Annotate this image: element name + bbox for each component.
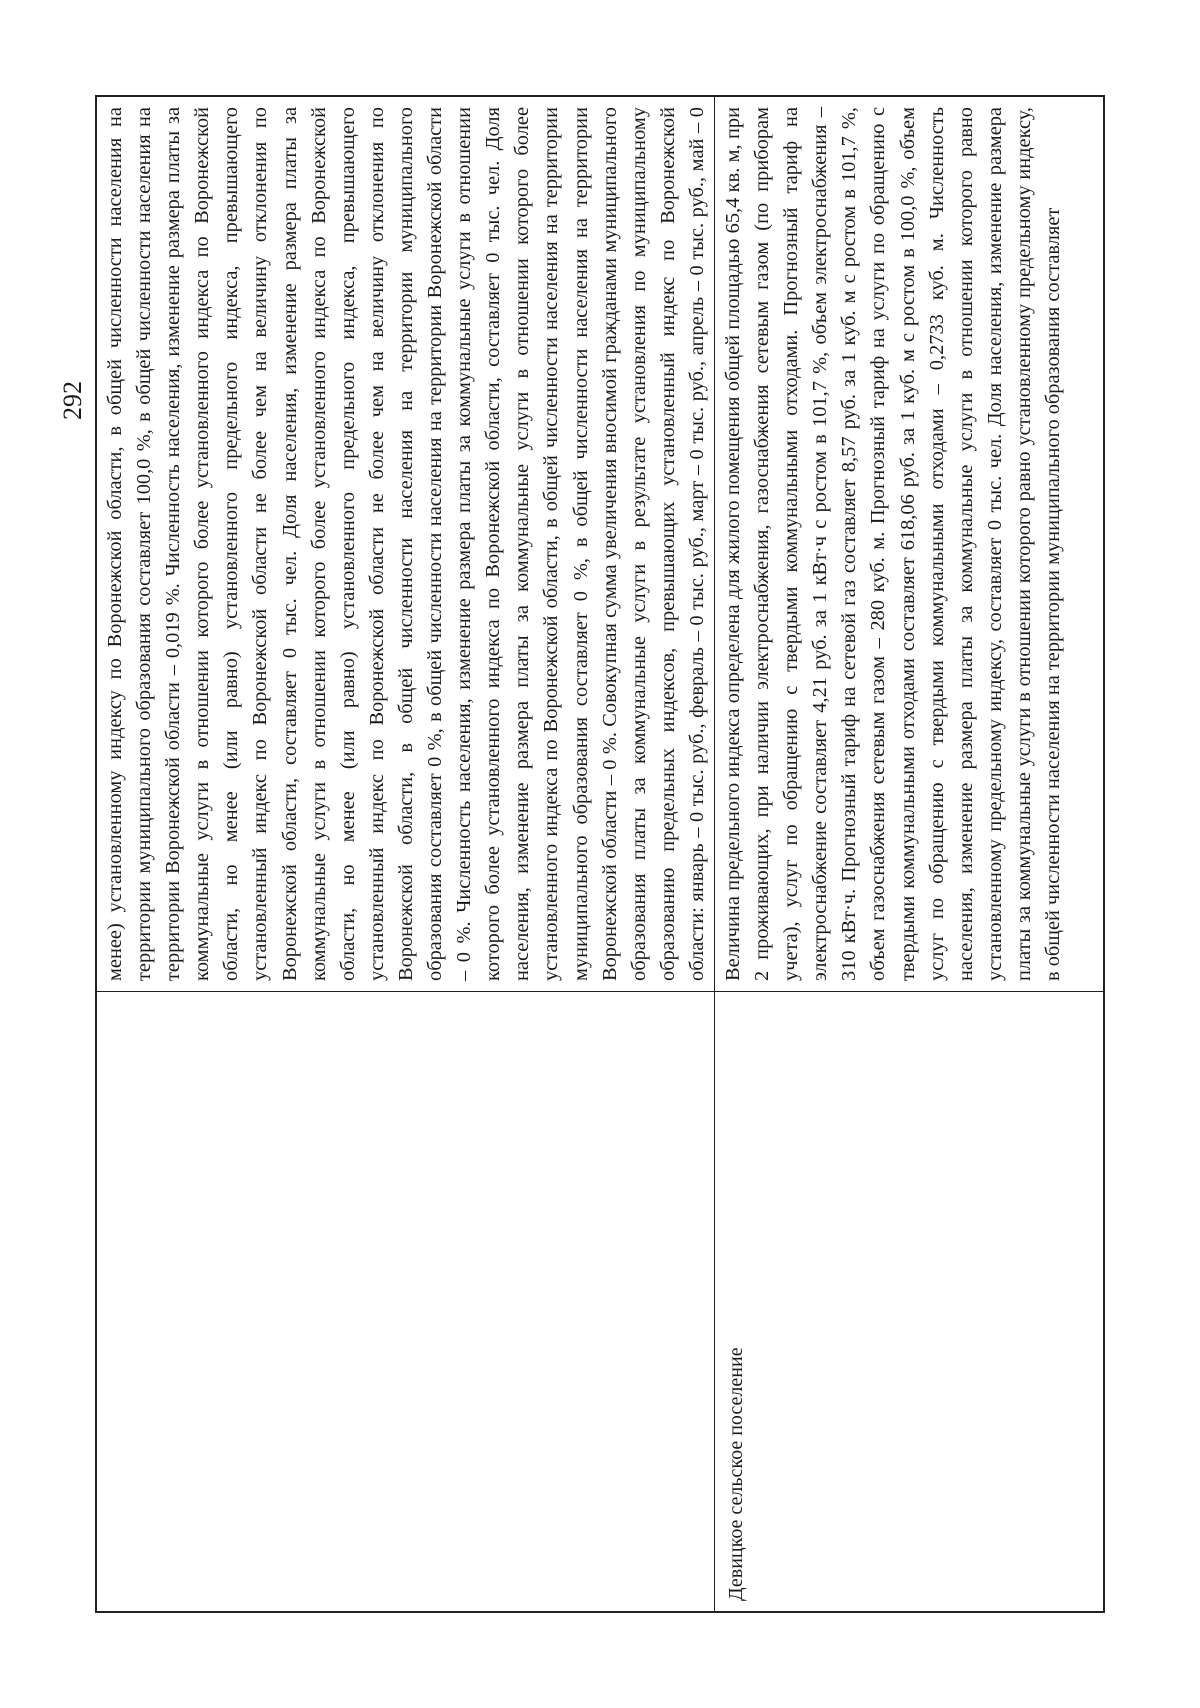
description-cell: менее) установленному индексу по Воронежской области, в общей численности населения на территории муниципального образования составляет 100,0 %, в общей численности населения на территории Воронежской области – 0,019 %. Численность населения, изменение размера платы за коммунальные услуги в отношении которого более установленного индекса по Воронежской области, но менее (или равно) установленного предельного индекса, превышающего установленный индекс по Воронежской области не более чем на величину отклонения по Воронежской области, составляет 0 тыс. чел. Доля населения, изменение размера платы за коммунальные услуги в отношении которого более установленного индекса по Воронежской области, но менее (или равно) установленного предельного индекса, превышающего установленный индекс по Воронежской области не более чем на величину отклонения по Воронежской области, в общей численности населения на территории муниципального образования составляет 0 %, в общей численности населения на территории Воронежской области – 0 %. Численность населения, изменение размера платы за коммунальные услуги в отношении которого более установленного индекса по Воронежской области, составляет 0 тыс. чел. Доля населения, изменение размера платы за коммунальные услуги в отношении которого более установленного индекса по Воронежской области, в общей численности населения на территории муниципального образования составляет 0 %, в общей численности населения на территории Воронежской области – 0 %. Совокупная сумма увеличения вносимой гражданами муниципального образования платы за коммунальные услуги в результате установления по муниципальному образованию предельных индексов, превышающих установленный индекс по Воронежской области: январь – 0 тыс. руб., февраль – 0 тыс. руб., март – 0 тыс. руб., апрель – 0 тыс. руб., май – 0 — [104, 107, 708, 981]
data-table — [95, 95, 1105, 1613]
table-row — [97, 97, 715, 1611]
municipality-cell — [97, 991, 714, 1611]
description-cell: Величина предельного индекса определена для жилого помещения общей площадью 65,4 кв. м, при 2 проживающих, при наличии электроснабжения, газоснабжения сетевым газом (по приборам учета), услуг по обращению с твердыми коммунальными отходами. Прогнозный тариф на электроснабжение составляет 4,21 руб. за 1 кВт·ч с ростом в 101,7 %, объем электроснабжения – 310 кВт·ч. Прогнозный тариф на сетевой газ составляет 8,57 руб. за 1 куб. м с ростом в 101,7 %, объем газоснабжения сетевым газом – 280 куб. м. Прогнозный тариф на услуги по обращению с твердыми коммунальными отходами составляет 618,06 руб. за 1 куб. м с ростом в 100,0 %, объем услуг по обращению с твердыми коммунальными отходами – 0,2733 куб. м. Численность населения, изменение размера платы за коммунальные услуги в отношении которого равно установленному предельному индексу, составляет 0 тыс. чел. Доля населения, изменение размера платы за коммунальные услуги в отношении которого равно установленному предельному индексу, в общей численности населения на территории муниципального образования составляет — [722, 107, 1065, 981]
table-row — [715, 97, 1103, 1611]
municipality-cell: Девицкое сельское поселение — [715, 991, 1103, 1611]
page-number: 292 — [58, 381, 87, 420]
